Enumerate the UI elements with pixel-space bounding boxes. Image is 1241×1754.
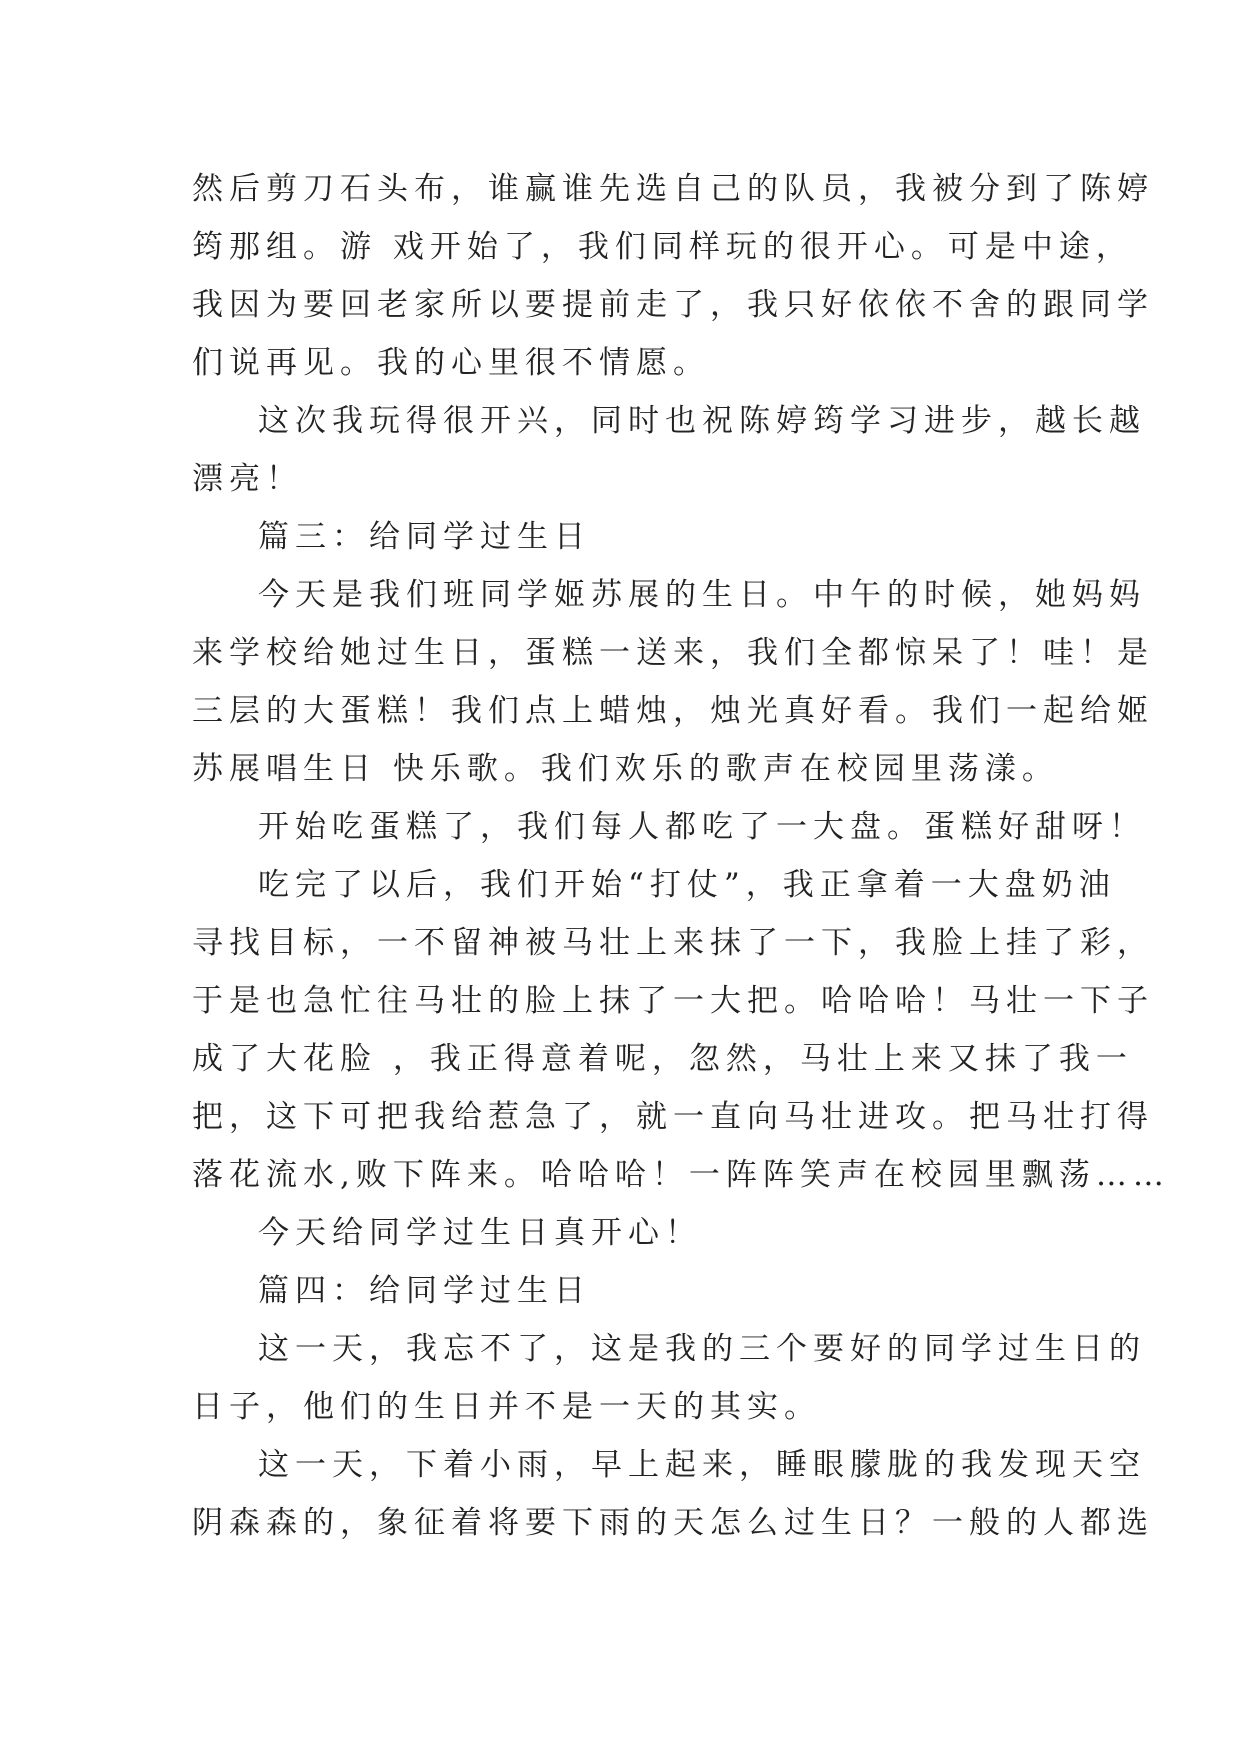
section-heading: 篇四：给同学过生日: [258, 1273, 591, 1309]
text-line: 苏展唱生日 快乐歌。我们欢乐的歌声在校园里荡漾。: [192, 751, 1059, 787]
text-line: 然后剪刀石头布，谁赢谁先选自己的队员，我被分到了陈婷: [192, 171, 1154, 207]
text-line: 开始吃蛋糕了，我们每人都吃了一大盘。蛋糕好甜呀！: [258, 809, 1146, 845]
text-line: 这一天，我忘不了，这是我的三个要好的同学过生日的: [258, 1331, 1146, 1367]
section-heading: 篇三：给同学过生日: [258, 519, 591, 555]
text-line: 三层的大蛋糕！我们点上蜡烛，烛光真好看。我们一起给姬: [192, 693, 1154, 729]
text-line: 落花流水,败下阵来。哈哈哈！一阵阵笑声在校园里飘荡……: [192, 1157, 1170, 1193]
text-line: 把，这下可把我给惹急了，就一直向马壮进攻。把马壮打得: [192, 1099, 1154, 1135]
text-line: 于是也急忙往马壮的脸上抹了一大把。哈哈哈！马壮一下子: [192, 983, 1154, 1019]
text-line: 漂亮！: [192, 461, 303, 497]
text-line: 们说再见。我的心里很不情愿。: [192, 345, 710, 381]
text-line: 来学校给她过生日，蛋糕一送来，我们全都惊呆了！哇！是: [192, 635, 1154, 671]
text-line: 这次我玩得很开兴，同时也祝陈婷筠学习进步，越长越: [258, 403, 1146, 439]
text-line: 今天是我们班同学姬苏展的生日。中午的时候，她妈妈: [258, 577, 1146, 613]
text-line: 阴森森的，象征着将要下雨的天怎么过生日？一般的人都选: [192, 1505, 1154, 1541]
text-line: 日子，他们的生日并不是一天的其实。: [192, 1389, 821, 1425]
text-line: 吃完了以后，我们开始“打仗”，我正拿着一大盘奶油: [258, 867, 1116, 903]
text-line: 筠那组。游 戏开始了，我们同样玩的很开心。可是中途，: [192, 229, 1133, 265]
text-line: 今天给同学过生日真开心！: [258, 1215, 702, 1251]
document-body: [192, 160, 1170, 1552]
text-line: 我因为要回老家所以要提前走了，我只好依依不舍的跟同学: [192, 287, 1154, 323]
text-line: 这一天，下着小雨，早上起来，睡眼朦胧的我发现天空: [258, 1447, 1146, 1483]
text-line: 成了大花脸 ，我正得意着呢，忽然，马壮上来又抹了我一: [192, 1041, 1133, 1077]
text-line: 寻找目标，一不留神被马壮上来抹了一下，我脸上挂了彩，: [192, 925, 1154, 961]
